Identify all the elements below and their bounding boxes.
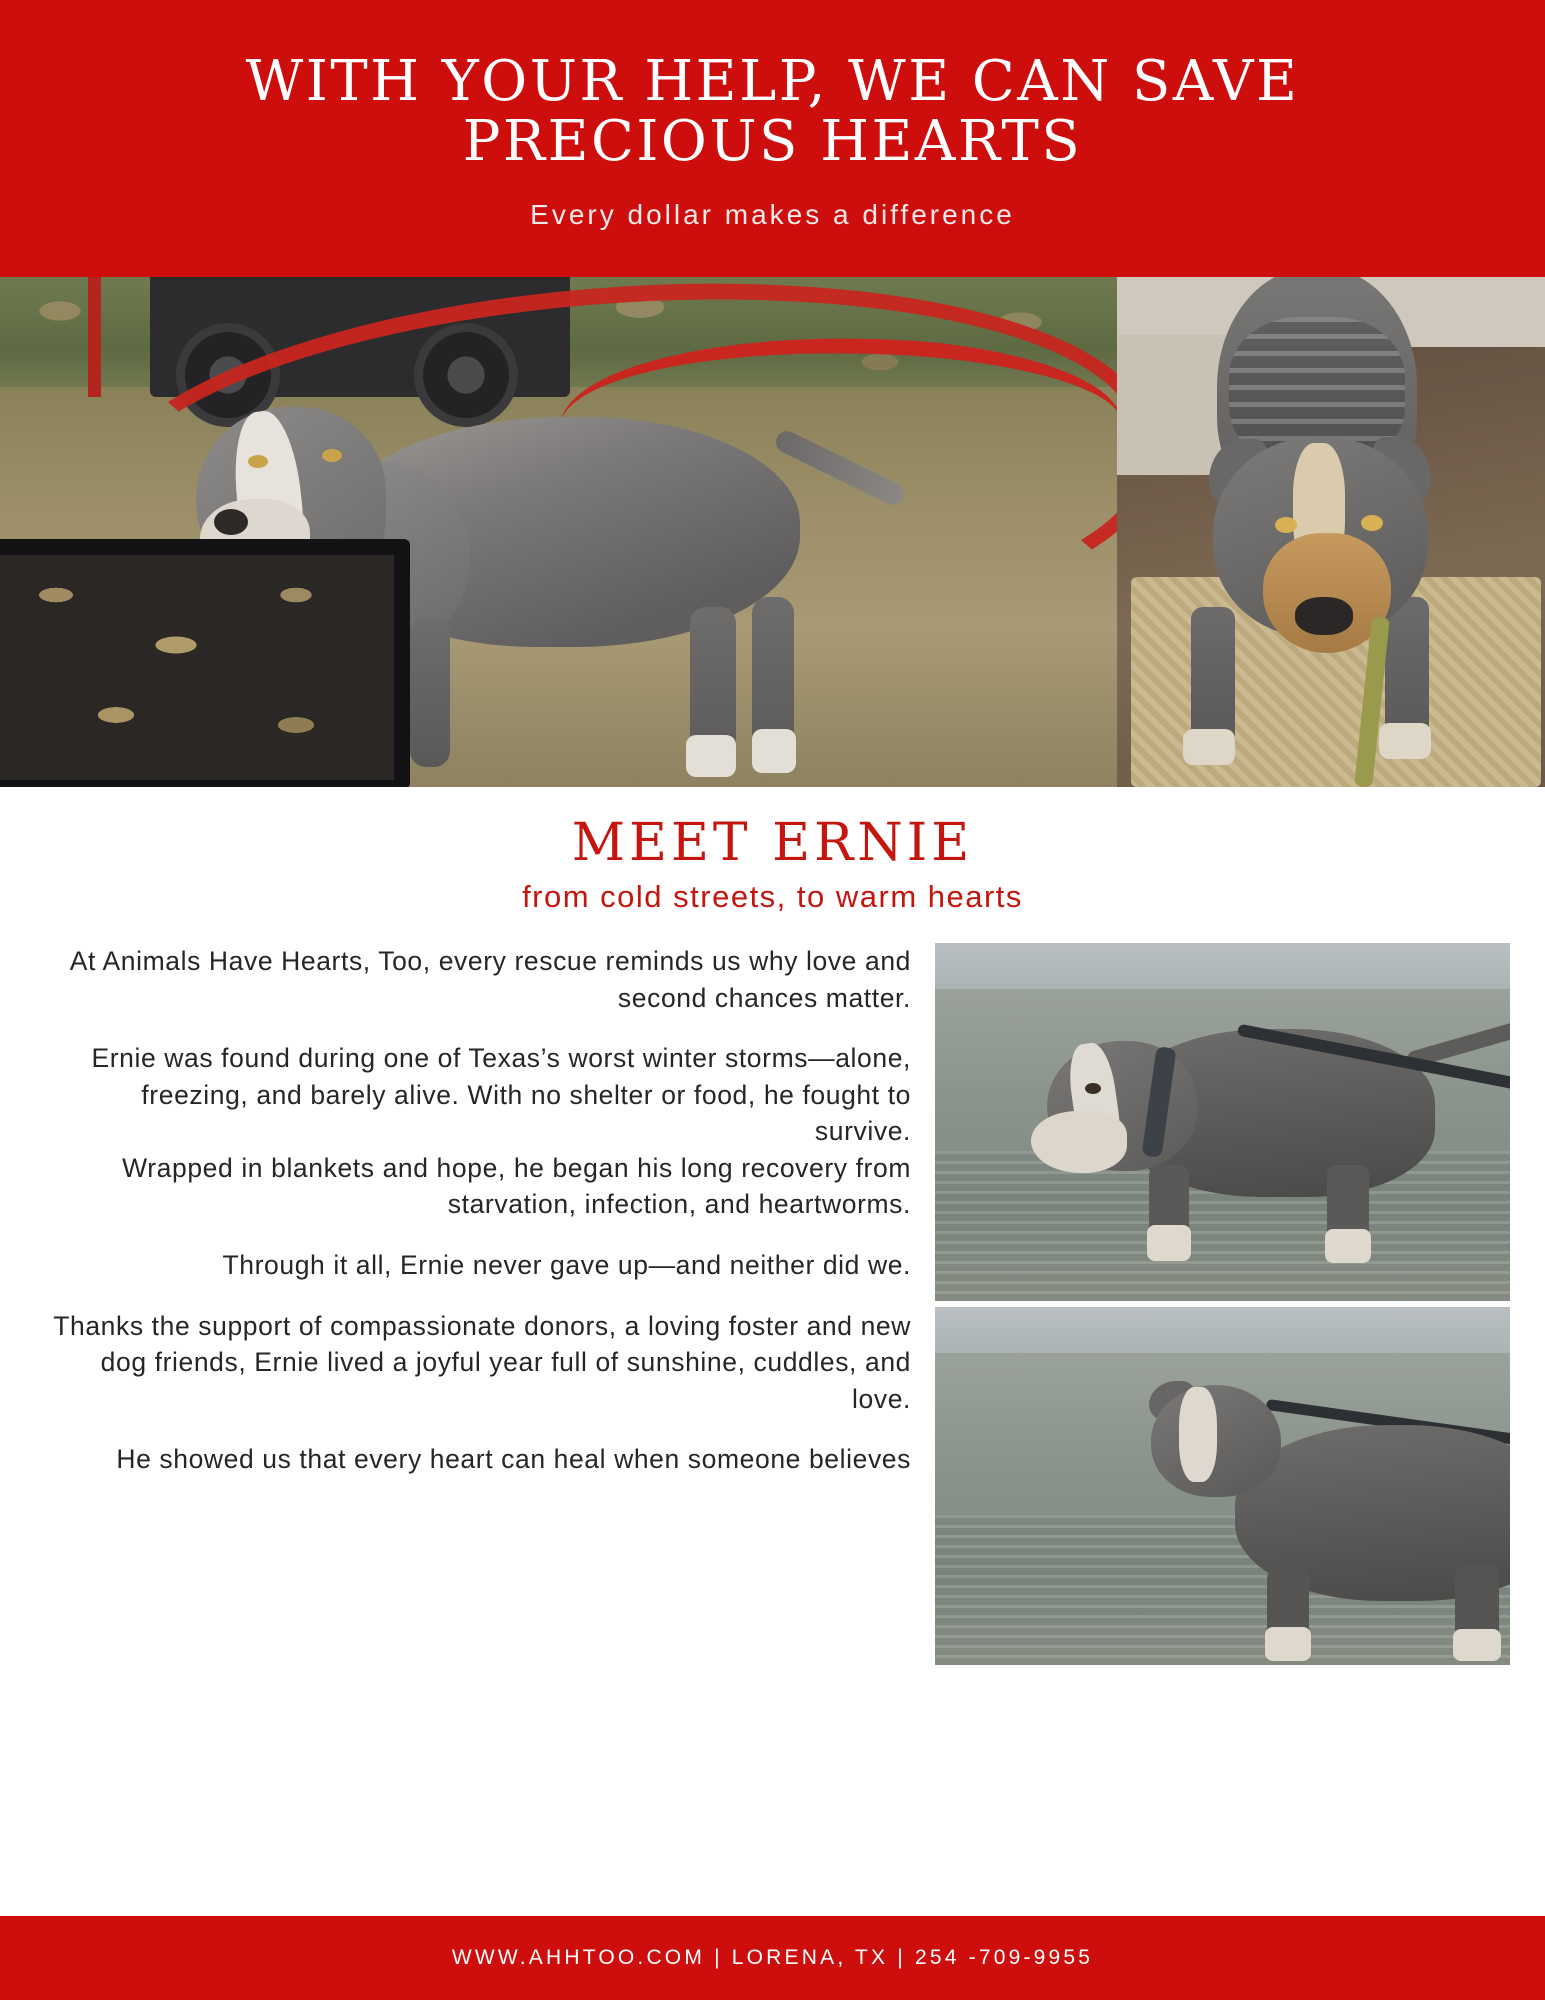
photo2-dog-paw-left: [1183, 729, 1235, 765]
story-title: MEET ERNIE: [571, 813, 974, 873]
footer-contact-text: WWW.AHHTOO.COM | LORENA, TX | 254 -709-9955: [451, 1946, 1094, 1969]
photo-ernie-indoors: [1117, 277, 1545, 787]
photo1-dog-nose: [214, 509, 248, 535]
header-title: WITH YOUR HELP, WE CAN SAVE PRECIOUS HEARTS: [245, 49, 1300, 175]
photo1-dog-eye-left: [248, 455, 268, 468]
photo-ernie-rescue-outdoors: [0, 277, 1117, 787]
story-paragraph: Wrapped in blankets and hope, he began his long recovery from starvation, infection, and heartworms.: [122, 1152, 911, 1220]
story-paragraph: Ernie was found during one of Texas’s worst winter storms—alone, freezing, and barely alive. With no shelter or food, he fought to survive.: [91, 1043, 911, 1147]
photo3-dog-muzzle: [1031, 1111, 1127, 1173]
photo2-dog-nose: [1295, 597, 1353, 635]
photo1-dog-paw-3: [752, 729, 796, 773]
story-subtitle: from cold streets, to warm hearts: [522, 879, 1023, 914]
story-section: [0, 787, 1545, 1916]
story-paragraph: Thanks the support of compassionate donors, a loving foster and new dog friends, Ernie lived a joyful year full of sunshine, cuddles, and love.: [53, 1310, 911, 1414]
photo3-dog-eye: [1085, 1083, 1101, 1094]
story-paragraph: Through it all, Ernie never gave up—and neither did we.: [222, 1249, 911, 1280]
photo4-dog-paw-front: [1265, 1627, 1311, 1661]
story-paragraph: He showed us that every heart can heal when someone believes: [116, 1444, 911, 1475]
header-subtitle: Every dollar makes a difference: [530, 198, 1015, 230]
photo3-dog-paw-front: [1147, 1225, 1191, 1261]
story-text-column: [0, 943, 935, 1665]
photo4-dog-face-blaze: [1179, 1387, 1217, 1482]
photo4-dog-paw-hind: [1453, 1629, 1501, 1661]
photo-ernie-wading-side: [935, 943, 1510, 1301]
story-paragraph: At Animals Have Hearts, Too, every rescue reminds us why love and second chances matter.: [69, 946, 911, 1013]
photo2-dog-eye-right: [1361, 515, 1383, 531]
photo1-red-pole: [88, 277, 101, 397]
photo1-dog-paw-2: [686, 735, 736, 777]
photo-ernie-wading-rear: [935, 1307, 1510, 1665]
flyer-header: [0, 0, 1545, 277]
photo1-mulch-and-leaves: [0, 555, 394, 780]
photo3-dog-paw-hind: [1325, 1229, 1371, 1263]
photo2-dog-eye-left: [1275, 517, 1297, 533]
photo1-dog-eye-right: [322, 449, 342, 462]
flyer-footer: [0, 1916, 1545, 2000]
photo1-dog-front-leg-2: [410, 617, 450, 767]
story-photo-column: [935, 943, 1545, 1665]
photo2-dog-paw-right: [1379, 723, 1431, 759]
story-columns: [0, 943, 1545, 1665]
hero-photo-band: [0, 277, 1545, 787]
